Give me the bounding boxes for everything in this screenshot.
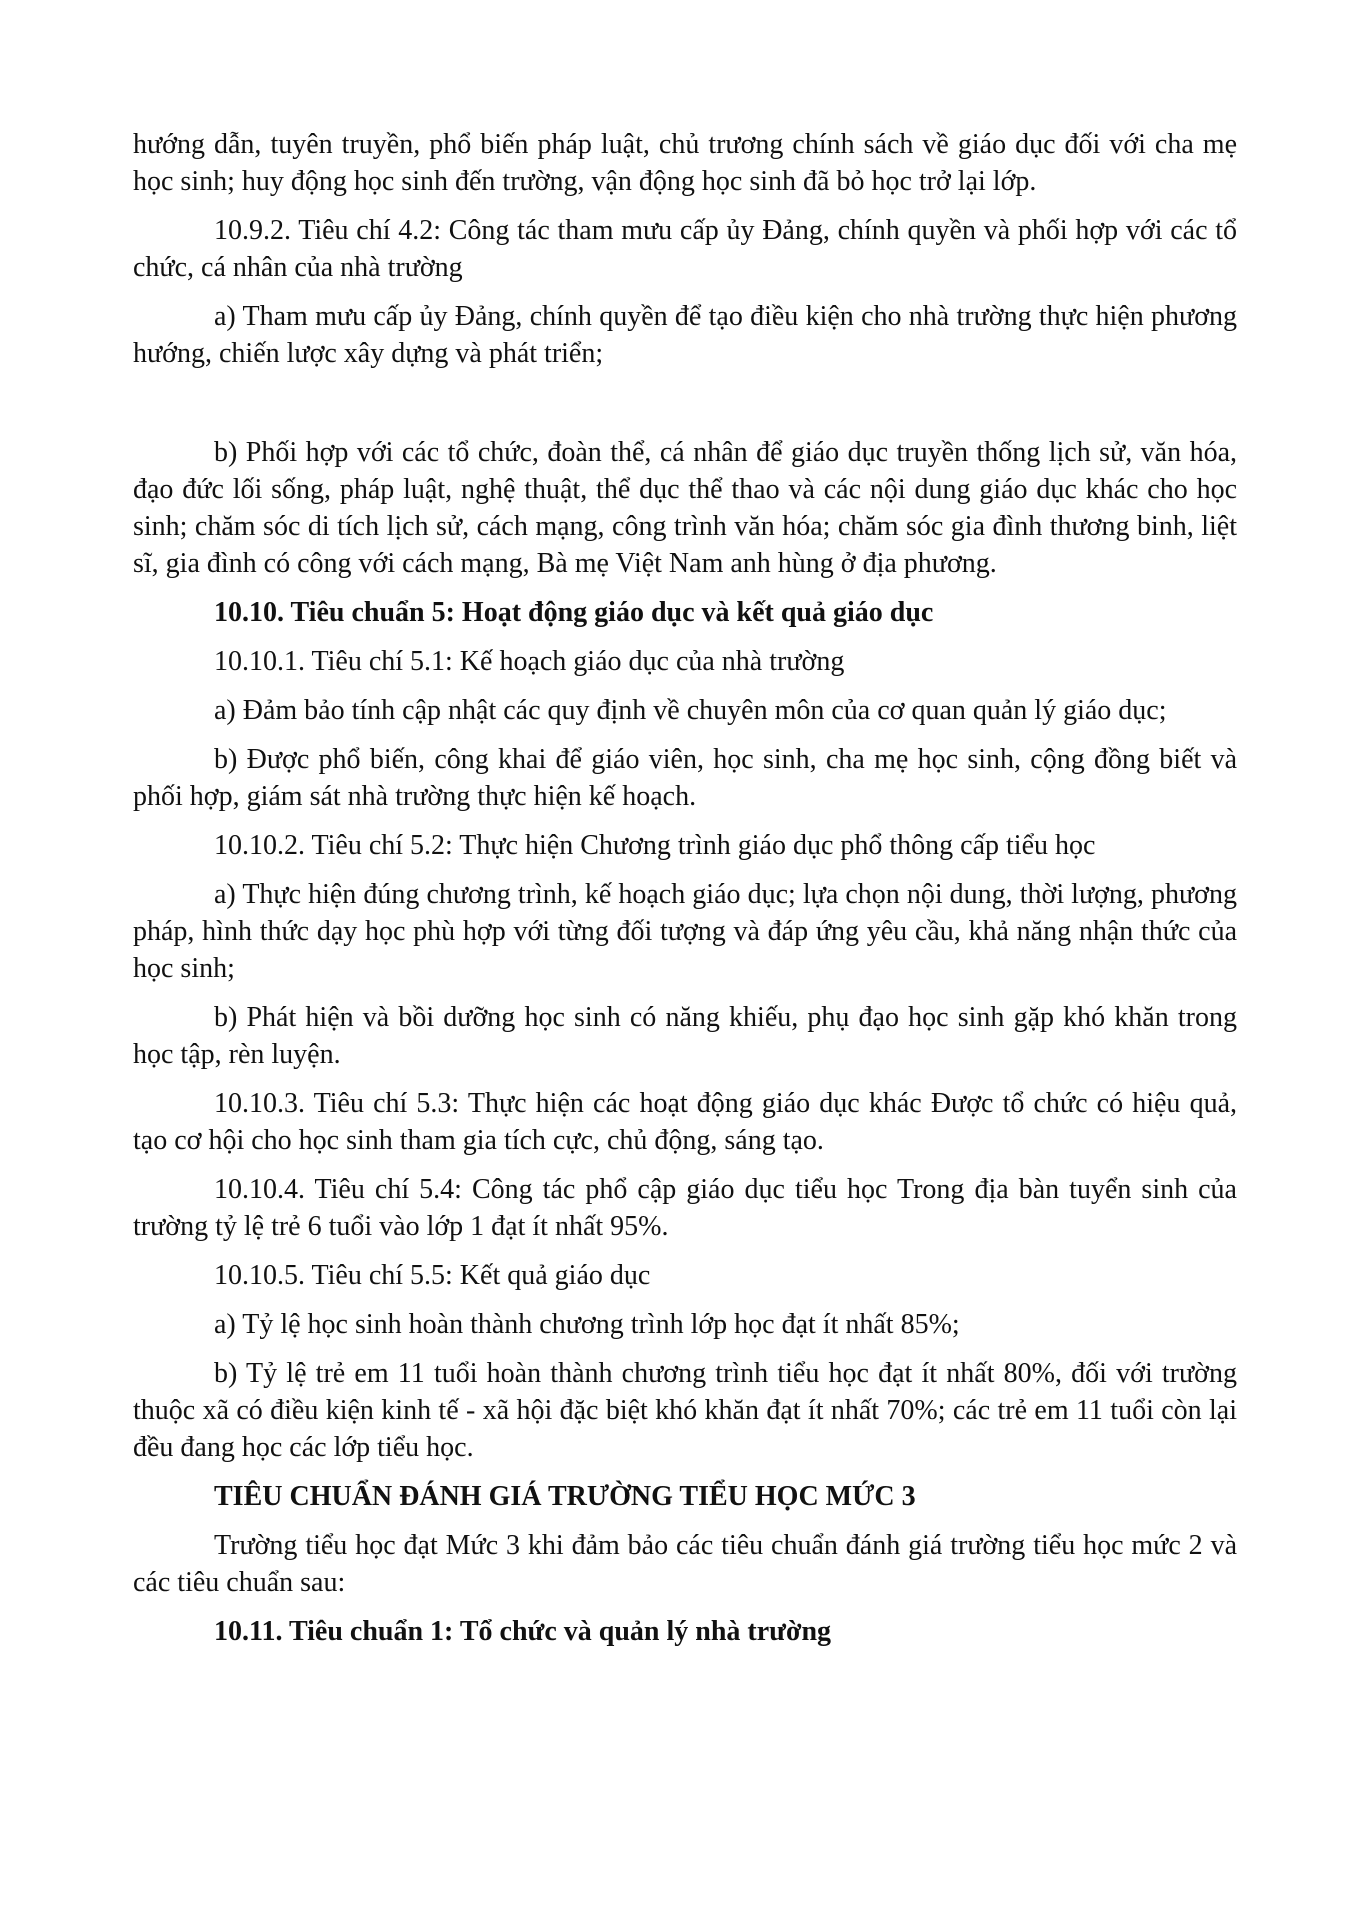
criterion-5-2-item-b: b) Phát hiện và bồi dưỡng học sinh có năng khiếu, phụ đạo học sinh gặp khó khăn trong học tập, rèn luyện. <box>133 1002 1237 1070</box>
standard-5-heading: 10.10. Tiêu chuẩn 5: Hoạt động giáo dục và kết quả giáo dục <box>214 597 934 628</box>
criterion-5-2-item-a: a) Thực hiện đúng chương trình, kế hoạch giáo dục; lựa chọn nội dung, thời lượng, phương pháp, hình thức dạy học phù hợp với từng đối tượng và đáp ứng yêu cầu, khả năng nhận thức của học sinh; <box>133 879 1237 984</box>
criterion-4-2-item-a: a) Tham mưu cấp ủy Đảng, chính quyền để tạo điều kiện cho nhà trường thực hiện phương hướng, chiến lược xây dựng và phát triển; <box>133 301 1237 369</box>
criterion-5-5-heading: 10.10.5. Tiêu chí 5.5: Kết quả giáo dục <box>214 1260 651 1291</box>
criterion-5-5-item-a: a) Tỷ lệ học sinh hoàn thành chương trình lớp học đạt ít nhất 85%; <box>214 1309 960 1340</box>
criterion-5-1-heading: 10.10.1. Tiêu chí 5.1: Kế hoạch giáo dục của nhà trường <box>214 646 845 677</box>
criterion-4-2-item-b: b) Phối hợp với các tổ chức, đoàn thể, cá nhân để giáo dục truyền thống lịch sử, văn hóa, đạo đức lối sống, pháp luật, nghệ thuật, thể dục thể thao và các nội dung giáo dục khác cho học sinh; chăm sóc di tích lịch sử, cách mạng, công trình văn hóa; chăm sóc gia đình thương binh, liệt sĩ, gia đình có công với cách mạng, Bà mẹ Việt Nam anh hùng ở địa phương. <box>133 437 1237 579</box>
blank-gap <box>133 384 1237 434</box>
criterion-5-1-item-b: b) Được phổ biến, công khai để giáo viên, học sinh, cha mẹ học sinh, cộng đồng biết và phối hợp, giám sát nhà trường thực hiện kế hoạch. <box>133 744 1237 812</box>
level-3-section-title: TIÊU CHUẨN ĐÁNH GIÁ TRƯỜNG TIỂU HỌC MỨC 3 <box>214 1481 916 1512</box>
document-page <box>133 126 1237 1662</box>
criterion-5-5-item-b: b) Tỷ lệ trẻ em 11 tuổi hoàn thành chương trình tiểu học đạt ít nhất 80%, đối với trường thuộc xã có điều kiện kinh tế - xã hội đặc biệt khó khăn đạt ít nhất 70%; các trẻ em 11 tuổi còn lại đều đang học các lớp tiểu học. <box>133 1358 1237 1463</box>
criterion-5-4: 10.10.4. Tiêu chí 5.4: Công tác phổ cập giáo dục tiểu học Trong địa bàn tuyển sinh của trường tỷ lệ trẻ 6 tuổi vào lớp 1 đạt ít nhất 95%. <box>133 1174 1237 1242</box>
criterion-5-3: 10.10.3. Tiêu chí 5.3: Thực hiện các hoạt động giáo dục khác Được tổ chức có hiệu quả, tạo cơ hội cho học sinh tham gia tích cực, chủ động, sáng tạo. <box>133 1088 1237 1156</box>
criterion-5-1-item-a: a) Đảm bảo tính cập nhật các quy định về chuyên môn của cơ quan quản lý giáo dục; <box>214 695 1167 726</box>
criterion-5-2-heading: 10.10.2. Tiêu chí 5.2: Thực hiện Chương trình giáo dục phổ thông cấp tiểu học <box>214 830 1096 861</box>
criterion-4-2-heading: 10.9.2. Tiêu chí 4.2: Công tác tham mưu cấp ủy Đảng, chính quyền và phối hợp với các tổ chức, cá nhân của nhà trường <box>133 215 1237 283</box>
level-3-intro: Trường tiểu học đạt Mức 3 khi đảm bảo các tiêu chuẩn đánh giá trường tiểu học mức 2 và các tiêu chuẩn sau: <box>133 1530 1237 1598</box>
paragraph-continuation: hướng dẫn, tuyên truyền, phổ biến pháp luật, chủ trương chính sách về giáo dục đối với cha mẹ học sinh; huy động học sinh đến trường, vận động học sinh đã bỏ học trở lại lớp. <box>133 129 1237 197</box>
standard-1-heading: 10.11. Tiêu chuẩn 1: Tổ chức và quản lý nhà trường <box>214 1616 832 1647</box>
